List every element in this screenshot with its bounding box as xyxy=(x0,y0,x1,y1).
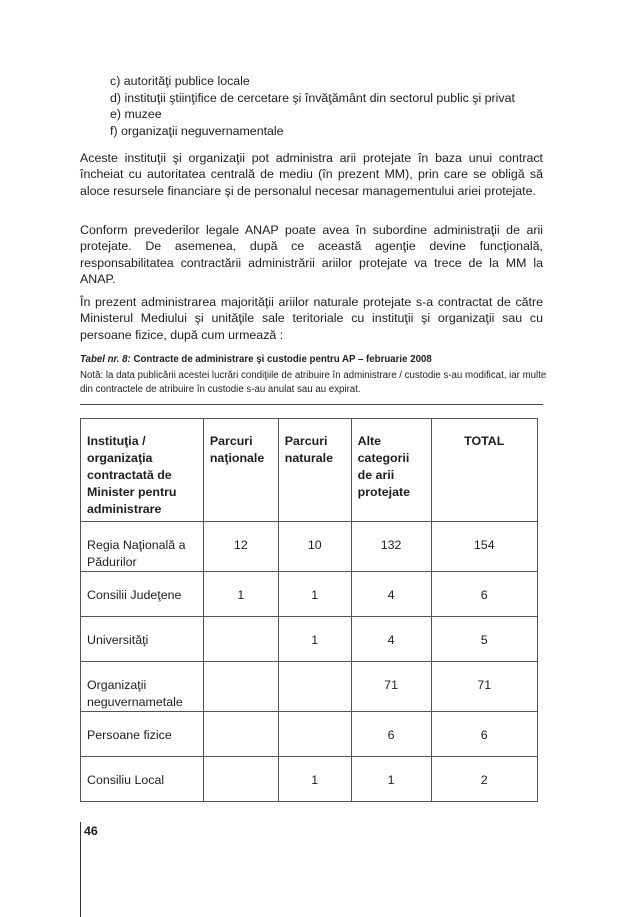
cell-other: 132 xyxy=(351,522,431,572)
table-note: Notă: la data publicării acestei lucrări condiţiile de atribuire în administrare / custodie s-au modificat, iar multe din contractele de atribuire în custodie s-au anulat sau au expirat. xyxy=(80,370,547,395)
table-row xyxy=(81,572,538,617)
cell-other: 4 xyxy=(351,617,431,662)
cell-other: 71 xyxy=(351,662,431,712)
enumeration-list xyxy=(110,73,515,139)
cell-total: 6 xyxy=(431,572,538,617)
header-national-parks: Parcuri naţionale xyxy=(203,419,278,522)
table-caption-label: Tabel nr. 8: xyxy=(80,354,131,365)
cell-natural-parks: 1 xyxy=(278,617,351,662)
cell-national-parks xyxy=(203,712,278,757)
cell-institution: Consilii Judeţene xyxy=(81,572,204,617)
cell-other: 4 xyxy=(351,572,431,617)
cell-national-parks xyxy=(203,757,278,802)
cell-total: 2 xyxy=(431,757,538,802)
cell-national-parks xyxy=(203,662,278,712)
cell-total: 6 xyxy=(431,712,538,757)
cell-national-parks: 12 xyxy=(203,522,278,572)
header-institution: Instituţia / organizaţia contractată de Minister pentru administrare xyxy=(81,419,204,522)
paragraph-anap: Conform prevederilor legale ANAP poate avea în subordine administraţii de arii protejate. De asemenea, după ce această agenţie devine funcţională, responsabilitatea contractării administrării ariilor protejate va trece de la MM la ANAP. xyxy=(80,223,543,287)
table-header-row xyxy=(81,419,538,522)
paragraph-contract: Aceste instituţii şi organizaţii pot administra arii protejate în baza unui contract încheiat cu autoritatea centrală de mediu (în prezent MM), prin care se obligă să aloce resursele financiare şi de personalul necesar managementului ariei protejate. xyxy=(80,151,543,198)
cell-institution: Regia Naţională a Pădurilor xyxy=(81,522,204,572)
page-number: 46 xyxy=(84,824,98,838)
cell-natural-parks xyxy=(278,712,351,757)
contracts-table xyxy=(80,418,538,802)
divider xyxy=(80,404,543,405)
cell-natural-parks: 1 xyxy=(278,572,351,617)
list-item: e) muzee xyxy=(110,107,162,122)
cell-natural-parks xyxy=(278,662,351,712)
cell-institution: Persoane fizice xyxy=(81,712,204,757)
header-other-categories: Alte categorii de arii protejate xyxy=(351,419,431,522)
table-row xyxy=(81,662,538,712)
cell-institution: Consiliu Local xyxy=(81,757,204,802)
paragraph-current-status: În prezent administrarea majorităţii ariilor naturale protejate s-a contractat de către Ministerul Mediului şi unităţile sale teritoriale cu instituţii şi organizaţii sau cu persoane fizice, după cum urmează : xyxy=(80,295,543,342)
cell-total: 71 xyxy=(431,662,538,712)
cell-national-parks: 1 xyxy=(203,572,278,617)
table-row xyxy=(81,617,538,662)
cell-natural-parks: 1 xyxy=(278,757,351,802)
table-row xyxy=(81,757,538,802)
list-item: f) organizaţii neguvernamentale xyxy=(110,123,284,138)
table-row xyxy=(81,522,538,572)
cell-institution: Organizaţii neguvernametale xyxy=(81,662,204,712)
list-item: c) autorităţi publice locale xyxy=(110,74,250,88)
cell-total: 5 xyxy=(431,617,538,662)
page-margin-rule xyxy=(80,822,81,917)
cell-national-parks xyxy=(203,617,278,662)
cell-total: 154 xyxy=(431,522,538,572)
cell-other: 1 xyxy=(351,757,431,802)
table-caption-title: Contracte de administrare şi custodie pentru AP – februarie 2008 xyxy=(133,354,432,365)
header-total: TOTAL xyxy=(431,419,538,522)
header-natural-parks: Parcuri naturale xyxy=(278,419,351,522)
cell-other: 6 xyxy=(351,712,431,757)
table-caption xyxy=(80,353,550,367)
list-item: d) instituţii ştiinţifice de cercetare şi învăţământ din sectorul public şi privat xyxy=(110,90,515,105)
cell-institution: Universităţi xyxy=(81,617,204,662)
cell-natural-parks: 10 xyxy=(278,522,351,572)
table-row xyxy=(81,712,538,757)
